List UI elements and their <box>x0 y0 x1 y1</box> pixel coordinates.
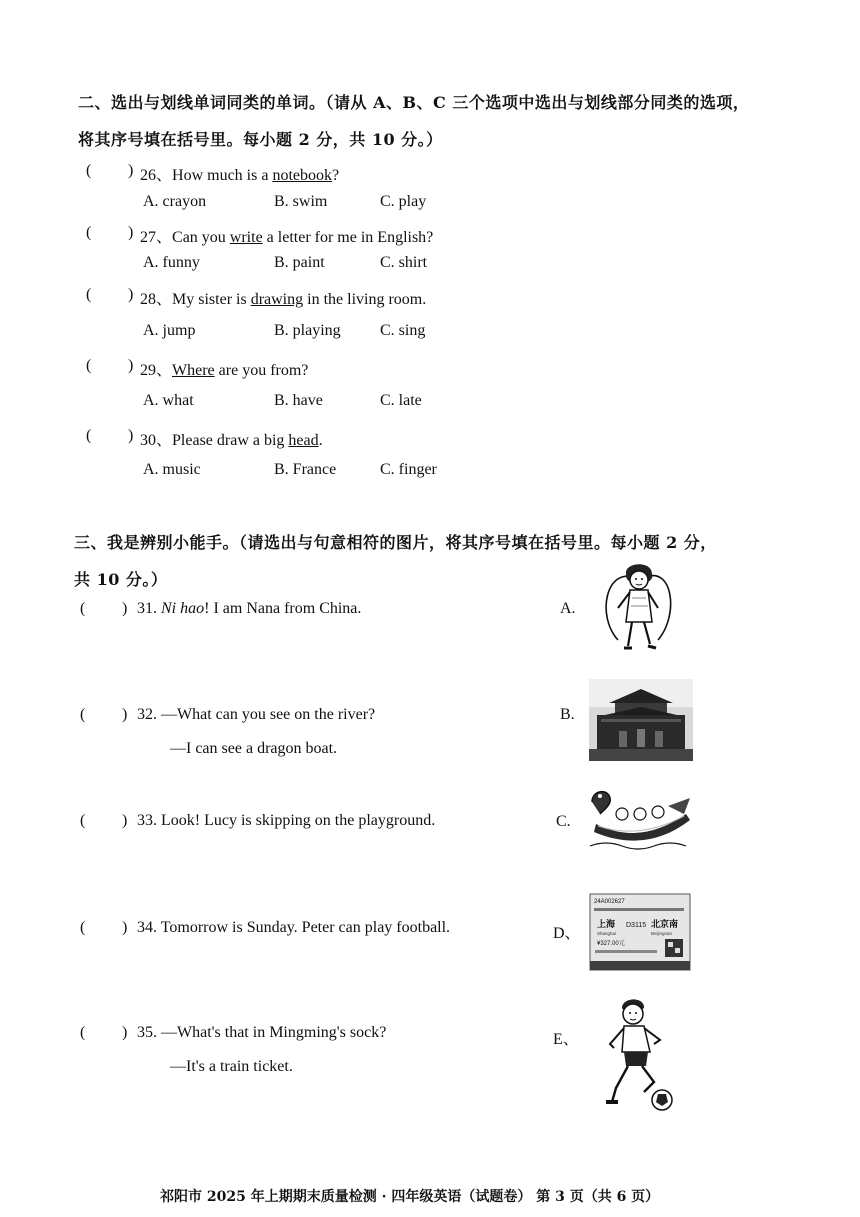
question-text: Look! Lucy is skipping on the playground. <box>161 812 436 829</box>
option-a: A. crayon <box>143 193 207 210</box>
question-number: 29、 <box>140 362 173 379</box>
picture-label-c: C. <box>556 813 571 830</box>
answer-paren-open: ( <box>86 162 92 179</box>
option-b: B. playing <box>274 322 341 339</box>
question-text: My sister is <box>172 291 251 308</box>
underlined-word: drawing <box>250 291 304 308</box>
answer-paren-open: ( <box>86 427 92 444</box>
option-a: A. jump <box>143 322 196 339</box>
question-34 <box>137 919 450 937</box>
question-number: 28、 <box>140 291 173 308</box>
ticket-price: ¥327.00元 <box>597 941 625 947</box>
answer-paren-close: ) <box>122 812 128 829</box>
ticket-train-number: D3115 <box>626 922 647 929</box>
ticket-to: 北京南 <box>651 920 679 930</box>
question-26 <box>140 162 339 185</box>
option-c: C. finger <box>380 461 437 478</box>
ticket-to-en: Beijingnan <box>651 931 673 936</box>
underlined-word: Where <box>172 362 215 379</box>
question-text-end: a letter for me in English? <box>262 229 434 246</box>
underlined-word: notebook <box>272 167 332 184</box>
picture-label-b: B. <box>560 706 575 723</box>
option-b: B. France <box>274 461 337 478</box>
question-number: 31. <box>137 600 157 617</box>
answer-paren-close: ) <box>122 1024 128 1041</box>
pinyin-greeting: Ni hao <box>161 600 205 617</box>
answer-paren-open: ( <box>80 812 86 829</box>
option-b: B. swim <box>274 193 328 210</box>
answer-paren-close: ) <box>128 162 134 179</box>
option-b: B. have <box>274 392 323 409</box>
question-text: Tomorrow is Sunday. Peter can play football. <box>160 919 451 936</box>
tiananmen-gate-photo-icon <box>589 679 693 761</box>
question-text-end: ? <box>332 167 340 184</box>
answer-paren-close: ) <box>128 286 134 303</box>
answer-paren-close: ) <box>122 919 128 936</box>
question-number: 33. <box>137 812 157 829</box>
question-number: 35. <box>137 1024 157 1041</box>
question-number: 30、 <box>140 432 173 449</box>
option-c: C. play <box>380 193 427 210</box>
answer-paren-open: ( <box>86 224 92 241</box>
question-28 <box>140 286 426 309</box>
question-text: ! I am Nana from China. <box>204 600 362 617</box>
question-number: 27、 <box>140 229 173 246</box>
train-ticket-icon <box>589 893 691 971</box>
page-footer: 祁阳市 2025 年上期期末质量检测 · 四年级英语（试题卷） 第 3 页（共 6 页） <box>160 1189 660 1205</box>
option-c: C. shirt <box>380 254 428 271</box>
question-text: Can you <box>172 229 230 246</box>
picture-label-a: A. <box>560 600 576 617</box>
underlined-word: head <box>288 432 319 449</box>
girl-skipping-rope-icon <box>596 556 680 660</box>
answer-paren-close: ) <box>128 357 134 374</box>
ticket-from-en: Shanghai <box>597 931 617 936</box>
question-text: —What can you see on the river? <box>161 706 376 723</box>
answer-paren-close: ) <box>128 427 134 444</box>
question-32 <box>137 706 375 724</box>
question-text-end: are you from? <box>214 362 309 379</box>
dragon-boat-icon <box>586 784 694 854</box>
option-c: C. sing <box>380 322 426 339</box>
answer-paren-open: ( <box>80 1024 86 1041</box>
answer-paren-open: ( <box>80 600 86 617</box>
answer-paren-open: ( <box>80 919 86 936</box>
question-number: 26、 <box>140 167 173 184</box>
question-32-answer-line: —I can see a dragon boat. <box>170 740 338 757</box>
question-text: Please draw a big <box>172 432 289 449</box>
question-35 <box>137 1024 386 1042</box>
question-29 <box>140 357 308 380</box>
answer-paren-open: ( <box>80 706 86 723</box>
question-text-end: . <box>318 432 323 449</box>
ticket-code: 24A002627 <box>594 899 625 905</box>
option-c: C. late <box>380 392 422 409</box>
question-number: 34. <box>137 919 157 936</box>
question-text: How much is a <box>172 167 273 184</box>
option-a: A. funny <box>143 254 200 271</box>
ticket-from: 上海 <box>597 920 616 930</box>
underlined-word: write <box>229 229 263 246</box>
question-30 <box>140 427 323 450</box>
section3-title-line1: 三、我是辨别小能手。（请选出与句意相符的图片，将其序号填在括号里。每小题 2 分， <box>74 533 717 552</box>
question-31 <box>137 600 361 618</box>
picture-label-d: D、 <box>553 925 581 942</box>
picture-label-e: E、 <box>553 1031 579 1048</box>
section2-title-line2: 将其序号填在括号里。每小题 2 分，共 10 分。） <box>78 130 443 149</box>
question-33 <box>137 812 435 830</box>
option-a: A. music <box>143 461 201 478</box>
question-number: 32. <box>137 706 157 723</box>
boy-playing-football-icon <box>598 996 680 1112</box>
answer-paren-close: ) <box>122 706 128 723</box>
answer-paren-open: ( <box>86 286 92 303</box>
question-27 <box>140 224 433 247</box>
question-35-answer-line: —It's a train ticket. <box>170 1058 293 1075</box>
question-text: —What's that in Mingming's sock? <box>161 1024 387 1041</box>
question-text-end: in the living room. <box>303 291 427 308</box>
answer-paren-close: ) <box>122 600 128 617</box>
answer-paren-open: ( <box>86 357 92 374</box>
section2-title-line1: 二、选出与划线单词同类的单词。（请从 A、B、C 三个选项中选出与划线部分同类的选项， <box>78 93 750 112</box>
section3-title-line2: 共 10 分。） <box>74 570 168 589</box>
option-b: B. paint <box>274 254 325 271</box>
answer-paren-close: ) <box>128 224 134 241</box>
option-a: A. what <box>143 392 194 409</box>
